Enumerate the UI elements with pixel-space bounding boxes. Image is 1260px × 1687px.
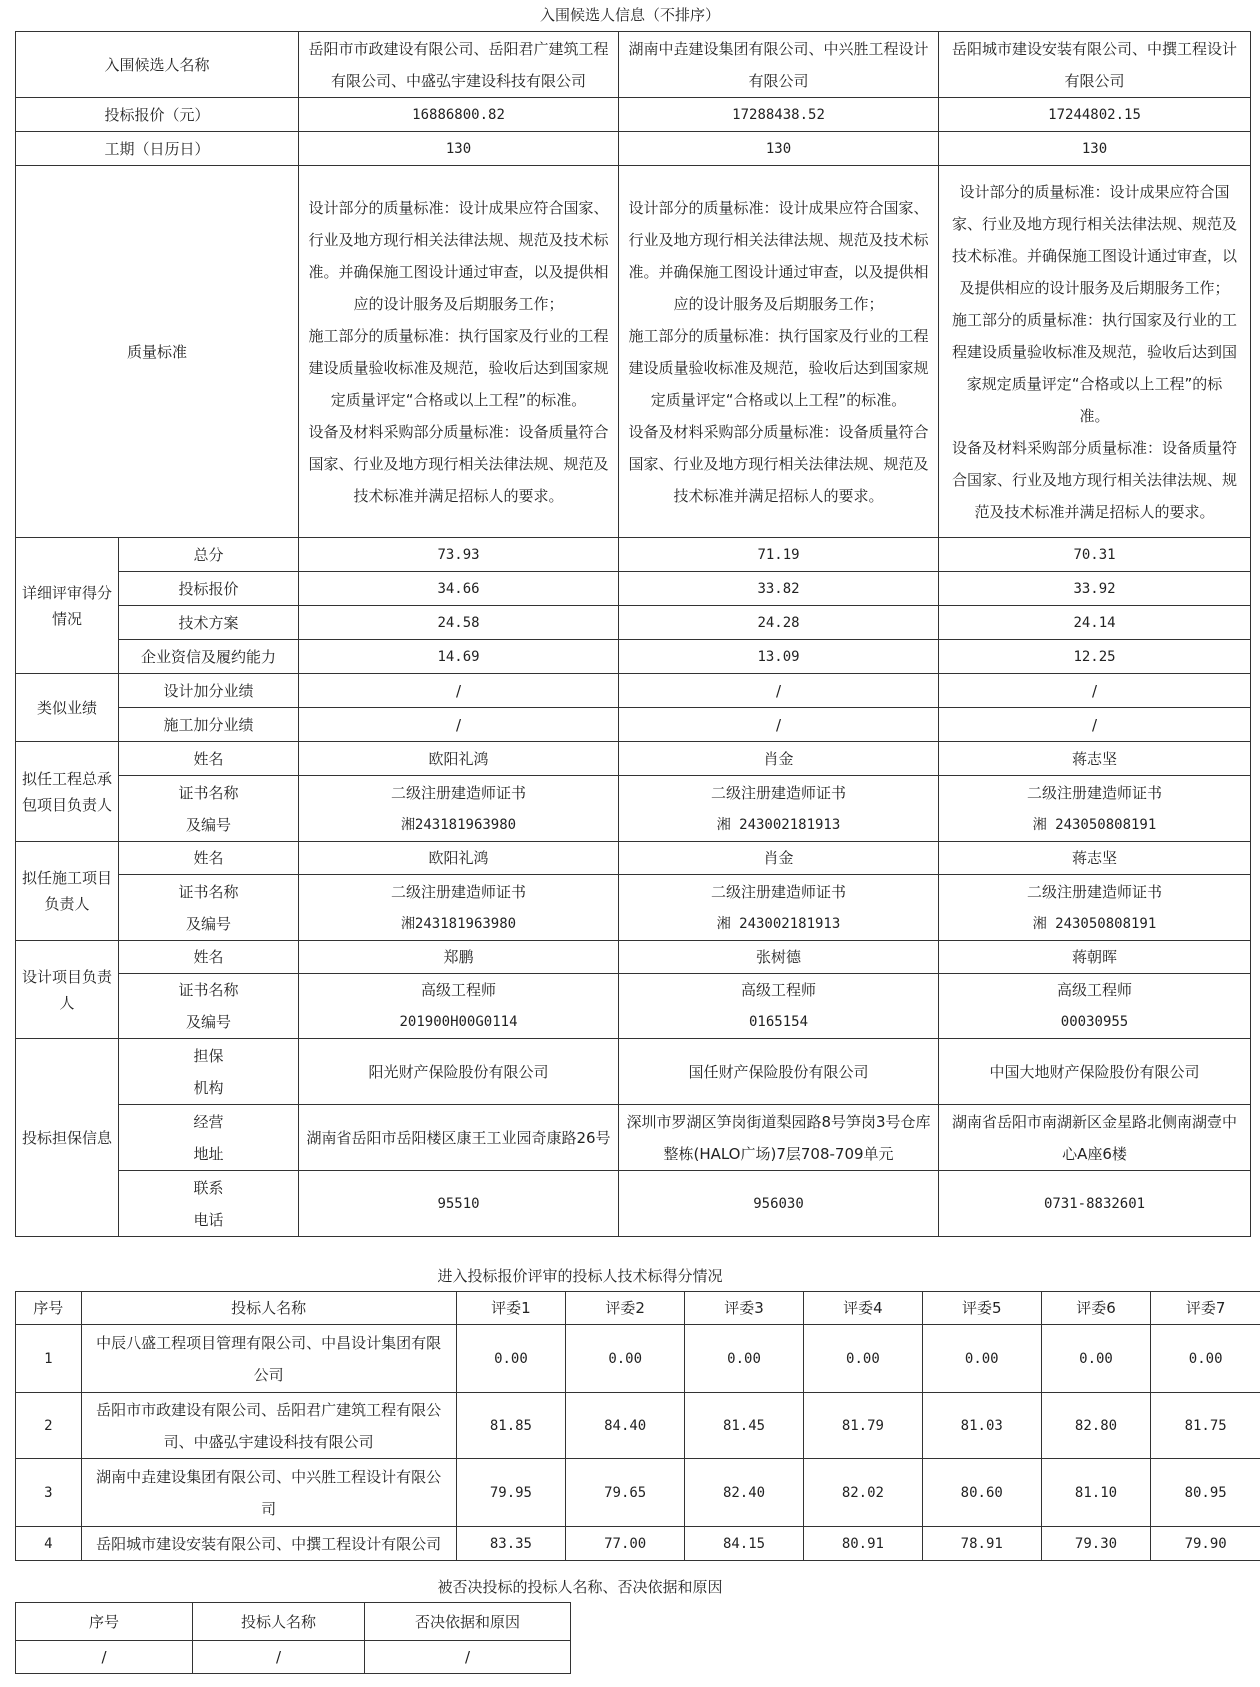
- enterprise-score-label: 企业资信及履约能力: [119, 640, 299, 674]
- text-line: 岳阳城市建设安装有限公司、中撰工程设计: [952, 39, 1238, 58]
- table-row: [16, 1393, 1260, 1459]
- gc-manager-name: 欧阳礼鸿: [299, 742, 619, 776]
- period-value: 130: [939, 132, 1251, 166]
- score-cell: 79.95: [456, 1459, 566, 1527]
- bid-price-value: 16886800.82: [299, 98, 619, 132]
- table-row: [16, 1641, 571, 1674]
- construction-manager-name: 欧阳礼鸿: [299, 842, 619, 875]
- score-cell: 84.40: [566, 1393, 685, 1459]
- cert-label: [119, 875, 299, 941]
- seq-header: 序号: [16, 1292, 82, 1325]
- design-manager-cert: [299, 974, 619, 1039]
- text-line: 有限公司: [748, 71, 809, 90]
- candidates-table: [15, 31, 1251, 1237]
- text-line: 定质量评定“合格或以上工程”的标准。: [330, 390, 587, 409]
- text-line: 湘243181963980: [400, 816, 517, 833]
- text-line: 有限公司: [1064, 71, 1125, 90]
- quality-standard-label: 质量标准: [16, 166, 299, 538]
- gc-manager-name: 肖金: [619, 742, 939, 776]
- judge-header: 评委3: [685, 1292, 804, 1325]
- cert-label: [119, 974, 299, 1039]
- text-line: 家规定质量评定“合格或以上工程”的标: [966, 374, 1223, 393]
- score-cell: 82.02: [803, 1459, 922, 1527]
- text-line: 设备及材料采购部分质量标准：设备质量符: [952, 438, 1238, 457]
- score-cell: 82.40: [685, 1459, 804, 1527]
- design-perf-value: /: [299, 674, 619, 708]
- text-line: 高级工程师: [1057, 981, 1133, 999]
- text-line: 准。: [1079, 406, 1110, 425]
- score-cell: 0.00: [685, 1325, 804, 1393]
- total-score: 71.19: [619, 538, 939, 572]
- text-line: 应的设计服务及后期服务工作；: [353, 294, 564, 313]
- quality-standard-cell: [299, 166, 619, 538]
- tech-score-table: [15, 1291, 1260, 1561]
- text-line: 二级注册建造师证书: [391, 783, 527, 802]
- bidder-name-header: 投标人名称: [81, 1292, 456, 1325]
- bidder-name-cell: [81, 1325, 456, 1393]
- seq-header: 序号: [16, 1603, 193, 1641]
- text-line: 施工部分的质量标准：执行国家及行业的工程: [628, 326, 929, 345]
- judge-header: 评委2: [566, 1292, 685, 1325]
- enterprise-score: 13.09: [619, 640, 939, 674]
- name-label: 姓名: [119, 842, 299, 875]
- tech-score-table-title: 进入投标报价评审的投标人技术标得分情况: [437, 1267, 723, 1285]
- text-line: 国家、行业及地方现行相关法律法规、规范及: [628, 454, 929, 473]
- text-line: 技术标准并满足招标人的要求。: [673, 486, 884, 505]
- text-line: 定质量评定“合格或以上工程”的标准。: [650, 390, 907, 409]
- seq-cell: 3: [16, 1459, 82, 1527]
- construction-manager-cert: [299, 875, 619, 941]
- cert-label: [119, 776, 299, 842]
- gc-manager-cert: [619, 776, 939, 842]
- phone-value: 0731-8832601: [939, 1171, 1251, 1237]
- text-line: 设计部分的质量标准：设计成果应符合国家、: [308, 198, 609, 217]
- period-value: 130: [619, 132, 939, 166]
- score-cell: 81.03: [922, 1393, 1041, 1459]
- text-line: 岳阳市市政建设有限公司、岳阳君广建筑工程: [308, 39, 609, 58]
- enterprise-score: 14.69: [299, 640, 619, 674]
- text-line: 二级注册建造师证书: [1027, 783, 1163, 802]
- text-line: 及编号: [186, 815, 232, 834]
- score-cell: 0.00: [1151, 1325, 1260, 1393]
- text-line: 设备及材料采购部分质量标准：设备质量符合: [628, 422, 929, 441]
- build-perf-value: /: [299, 708, 619, 742]
- bidder-name-cell: [81, 1527, 456, 1561]
- table-row: [16, 1527, 1260, 1561]
- text-line: 家、行业及地方现行相关法律法规、规范及: [952, 214, 1238, 233]
- text-line: 岳阳城市建设安装有限公司、中撰工程设计有限公司: [96, 1534, 442, 1553]
- design-manager-name: 郑鹏: [299, 941, 619, 974]
- text-line: 湘243181963980: [400, 915, 517, 932]
- candidate-name-cell: [939, 32, 1251, 98]
- text-line: 经营: [193, 1112, 224, 1131]
- address-value: [299, 1105, 619, 1171]
- text-line: 电话: [193, 1210, 224, 1229]
- text-line: 地址: [193, 1144, 224, 1163]
- text-line: 201900H00G0114: [399, 1014, 518, 1030]
- enterprise-score: 12.25: [939, 640, 1251, 674]
- text-line: 证书名称: [178, 981, 239, 999]
- reason-header: 否决依据和原因: [365, 1603, 571, 1641]
- build-perf-value: /: [939, 708, 1251, 742]
- text-line: 行业及地方现行相关法律法规、规范及技术标: [308, 230, 609, 249]
- period-value: 130: [299, 132, 619, 166]
- text-line: 及编号: [186, 914, 232, 933]
- guarantor-label: [119, 1039, 299, 1105]
- text-line: 准。并确保施工图设计通过审查，以及提供相: [628, 262, 929, 281]
- judge-header: 评委6: [1041, 1292, 1151, 1325]
- reason-cell: /: [365, 1641, 571, 1674]
- text-line: 施工部分的质量标准：执行国家及行业的工程: [308, 326, 609, 345]
- build-perf-value: /: [619, 708, 939, 742]
- score-cell: 79.30: [1041, 1527, 1151, 1561]
- score-cell: 81.10: [1041, 1459, 1151, 1527]
- seq-cell: 2: [16, 1393, 82, 1459]
- text-line: 司: [261, 1499, 277, 1518]
- score-cell: 0.00: [566, 1325, 685, 1393]
- text-line: 二级注册建造师证书: [711, 783, 847, 802]
- phone-label: [119, 1171, 299, 1237]
- quality-standard-cell: [939, 166, 1251, 538]
- name-label: 姓名: [119, 742, 299, 776]
- design-manager-cert: [939, 974, 1251, 1039]
- score-cell: 0.00: [922, 1325, 1041, 1393]
- score-cell: 80.95: [1151, 1459, 1260, 1527]
- seq-cell: 4: [16, 1527, 82, 1561]
- construction-manager-cert: [939, 875, 1251, 941]
- gc-manager-cert: [939, 776, 1251, 842]
- score-cell: 78.91: [922, 1527, 1041, 1561]
- address-value: [939, 1105, 1251, 1171]
- gc-manager-label: 拟任工程总承包项目负责人: [16, 742, 119, 842]
- text-line: 二级注册建造师证书: [1027, 882, 1163, 901]
- score-cell: 81.85: [456, 1393, 566, 1459]
- text-line: 湖南省岳阳市岳阳楼区康王工业园奇康路26号: [306, 1128, 611, 1147]
- design-manager-label: 设计项目负责人: [16, 941, 119, 1039]
- design-manager-name: 蒋朝晖: [939, 941, 1251, 974]
- construction-manager-name: 蒋志坚: [939, 842, 1251, 875]
- tech-score-label: 技术方案: [119, 606, 299, 640]
- text-line: 心A座6楼: [1062, 1144, 1127, 1163]
- text-line: 担保: [193, 1046, 224, 1065]
- text-line: 准。并确保施工图设计通过审查，以及提供相: [308, 262, 609, 281]
- text-line: 设计部分的质量标准：设计成果应符合国家、: [628, 198, 929, 217]
- total-score: 73.93: [299, 538, 619, 572]
- score-cell: 81.79: [803, 1393, 922, 1459]
- text-line: 湘 243002181913: [716, 816, 841, 833]
- bid-price-value: 17288438.52: [619, 98, 939, 132]
- guarantor-value: 中国大地财产保险股份有限公司: [939, 1039, 1251, 1105]
- text-line: 湘 243050808191: [1032, 816, 1157, 833]
- text-line: 建设质量验收标准及规范，验收后达到国家规: [628, 358, 929, 377]
- text-line: 合国家、行业及地方现行相关法律法规、规: [952, 470, 1238, 489]
- text-line: 程建设质量验收标准及规范，验收后达到国: [952, 342, 1238, 361]
- text-line: 湘 243002181913: [716, 915, 841, 932]
- build-perf-label: 施工加分业绩: [119, 708, 299, 742]
- text-line: 湖南省岳阳市南湖新区金星路北侧南湖壹中: [952, 1112, 1238, 1131]
- text-line: 范及技术标准并满足招标人的要求。: [974, 502, 1215, 521]
- gc-manager-name: 蒋志坚: [939, 742, 1251, 776]
- judge-header: 评委1: [456, 1292, 566, 1325]
- detail-score-label: 详细评审得分情况: [16, 538, 119, 674]
- text-line: 00030955: [1060, 1014, 1129, 1030]
- seq-cell: /: [16, 1641, 193, 1674]
- text-line: 建设质量验收标准及规范，验收后达到国家规: [308, 358, 609, 377]
- text-line: 二级注册建造师证书: [391, 882, 527, 901]
- text-line: 0165154: [749, 1014, 809, 1030]
- candidate-name-label: 入围候选人名称: [16, 32, 299, 98]
- score-cell: 77.00: [566, 1527, 685, 1561]
- rejected-table-title: 被否决投标的投标人名称、否决依据和原因: [437, 1578, 723, 1596]
- text-line: 二级注册建造师证书: [711, 882, 847, 901]
- guarantor-value: 国任财产保险股份有限公司: [619, 1039, 939, 1105]
- score-cell: 84.15: [685, 1527, 804, 1561]
- design-manager-name: 张树德: [619, 941, 939, 974]
- text-line: 施工部分的质量标准：执行国家及行业的工: [952, 310, 1238, 329]
- judge-header: 评委4: [803, 1292, 922, 1325]
- design-perf-label: 设计加分业绩: [119, 674, 299, 708]
- construction-manager-cert: [619, 875, 939, 941]
- bidder-name-cell: /: [193, 1641, 365, 1674]
- bid-price-value: 17244802.15: [939, 98, 1251, 132]
- text-line: 深圳市罗湖区笋岗街道梨园路8号笋岗3号仓库: [626, 1112, 931, 1131]
- tech-score: 24.58: [299, 606, 619, 640]
- text-line: 高级工程师: [421, 981, 497, 999]
- bid-score: 33.92: [939, 572, 1251, 606]
- text-line: 国家、行业及地方现行相关法律法规、规范及: [308, 454, 609, 473]
- rejected-table: [15, 1602, 571, 1674]
- score-cell: 81.75: [1151, 1393, 1260, 1459]
- score-cell: 82.80: [1041, 1393, 1151, 1459]
- name-label: 姓名: [119, 941, 299, 974]
- guarantee-info-label: 投标担保信息: [16, 1039, 119, 1237]
- guarantor-value: 阳光财产保险股份有限公司: [299, 1039, 619, 1105]
- bid-score: 34.66: [299, 572, 619, 606]
- score-cell: 83.35: [456, 1527, 566, 1561]
- bidder-name-cell: [81, 1393, 456, 1459]
- gc-manager-cert: [299, 776, 619, 842]
- score-cell: 0.00: [803, 1325, 922, 1393]
- text-line: 技术标准。并确保施工图设计通过审查，以: [952, 246, 1238, 265]
- text-line: 证书名称: [178, 783, 239, 802]
- text-line: 湘 243050808191: [1032, 915, 1157, 932]
- bid-score: 33.82: [619, 572, 939, 606]
- text-line: 联系: [193, 1178, 224, 1197]
- score-cell: 0.00: [1041, 1325, 1151, 1393]
- text-line: 设备及材料采购部分质量标准：设备质量符合: [308, 422, 609, 441]
- text-line: 公司: [253, 1365, 284, 1384]
- score-cell: 79.90: [1151, 1527, 1260, 1561]
- judge-header: 评委7: [1151, 1292, 1260, 1325]
- address-label: [119, 1105, 299, 1171]
- text-line: 机构: [193, 1078, 224, 1097]
- candidate-name-cell: [299, 32, 619, 98]
- quality-standard-cell: [619, 166, 939, 538]
- design-manager-cert: [619, 974, 939, 1039]
- bidder-name-cell: [81, 1459, 456, 1527]
- text-line: 技术标准并满足招标人的要求。: [353, 486, 564, 505]
- table-row: [16, 1459, 1260, 1527]
- text-line: 证书名称: [178, 882, 239, 901]
- score-cell: 80.91: [803, 1527, 922, 1561]
- bid-score-label: 投标报价: [119, 572, 299, 606]
- text-line: 设计部分的质量标准：设计成果应符合国: [959, 182, 1230, 201]
- bidder-name-header: 投标人名称: [193, 1603, 365, 1641]
- candidate-name-cell: [619, 32, 939, 98]
- score-cell: 79.65: [566, 1459, 685, 1527]
- tech-score: 24.14: [939, 606, 1251, 640]
- design-perf-value: /: [939, 674, 1251, 708]
- period-label: 工期（日历日）: [16, 132, 299, 166]
- text-line: 中辰八盛工程项目管理有限公司、中昌设计集团有限: [96, 1333, 442, 1352]
- design-perf-value: /: [619, 674, 939, 708]
- construction-manager-name: 肖金: [619, 842, 939, 875]
- judge-header: 评委5: [922, 1292, 1041, 1325]
- text-line: 整栋(HALO广场)7层708-709单元: [663, 1144, 894, 1163]
- candidates-table-title: 入围候选人信息（不排序）: [539, 6, 720, 24]
- seq-cell: 1: [16, 1325, 82, 1393]
- text-line: 湖南中垚建设集团有限公司、中兴胜工程设计有限公: [96, 1467, 442, 1486]
- text-line: 及提供相应的设计服务及后期服务工作；: [959, 278, 1230, 297]
- construction-manager-label: 拟任施工项目负责人: [16, 842, 119, 941]
- text-line: 司、中盛弘宇建设科技有限公司: [163, 1432, 374, 1451]
- phone-value: 956030: [619, 1171, 939, 1237]
- text-line: 有限公司、中盛弘宇建设科技有限公司: [331, 71, 587, 90]
- bid-price-label: 投标报价（元）: [16, 98, 299, 132]
- total-score: 70.31: [939, 538, 1251, 572]
- text-line: 岳阳市市政建设有限公司、岳阳君广建筑工程有限公: [96, 1400, 442, 1419]
- total-score-label: 总分: [119, 538, 299, 572]
- text-line: 应的设计服务及后期服务工作；: [673, 294, 884, 313]
- score-cell: 81.45: [685, 1393, 804, 1459]
- text-line: 行业及地方现行相关法律法规、规范及技术标: [628, 230, 929, 249]
- score-cell: 0.00: [456, 1325, 566, 1393]
- table-row: [16, 1325, 1260, 1393]
- tech-score: 24.28: [619, 606, 939, 640]
- address-value: [619, 1105, 939, 1171]
- score-cell: 80.60: [922, 1459, 1041, 1527]
- similar-perf-label: 类似业绩: [16, 674, 119, 742]
- phone-value: 95510: [299, 1171, 619, 1237]
- text-line: 湖南中垚建设集团有限公司、中兴胜工程设计: [628, 39, 929, 58]
- text-line: 及编号: [186, 1013, 232, 1031]
- text-line: 高级工程师: [741, 981, 817, 999]
